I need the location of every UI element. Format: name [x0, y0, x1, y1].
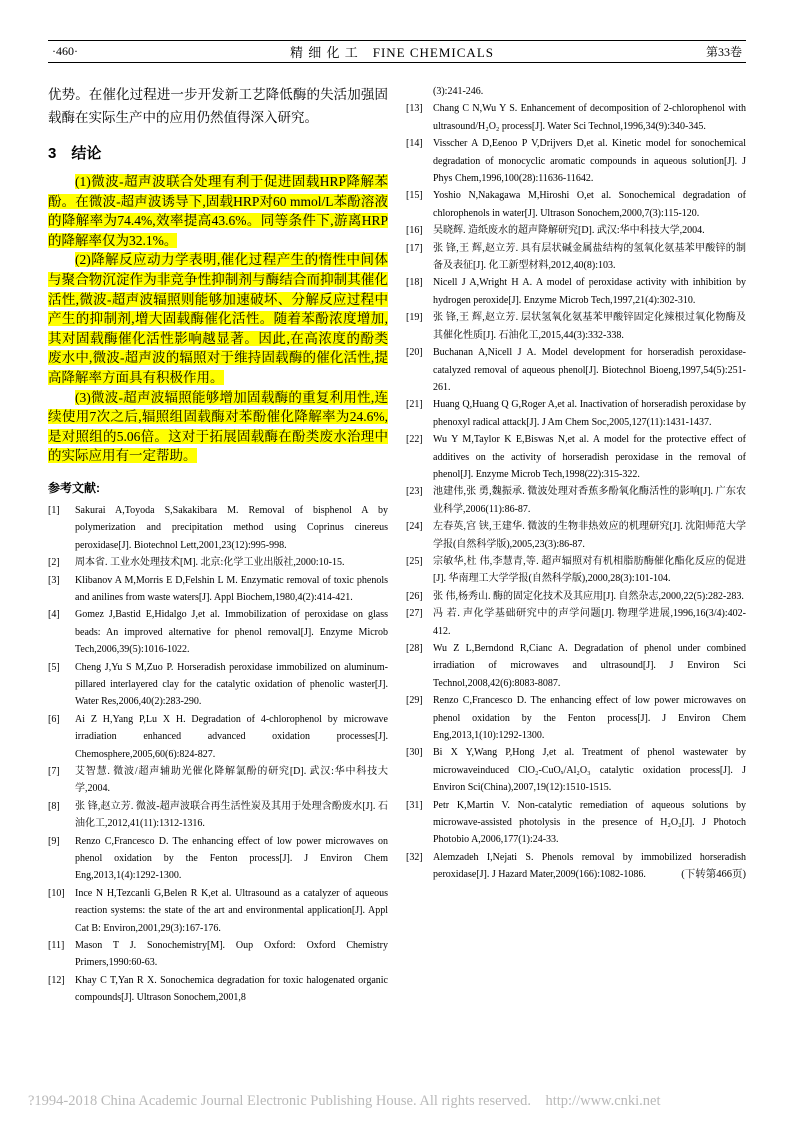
highlighted-text: (3)微波-超声波辐照能够增加固载酶的重复利用性,连续使用7次之后,辐照组固载酶对苯酚催化降解率为24.6%,是对照组的5.06倍。这对于拓展固载酶在酚类废水治理中的实际应用有一定帮助。: [48, 389, 388, 464]
reference-number: [14]: [406, 138, 423, 150]
reference-item: [48, 972, 388, 1007]
reference-number: [15]: [406, 190, 423, 202]
reference-item: [48, 885, 388, 937]
reference-text: Ai Z H,Yang P,Lu X H. Degradation of 4-chlorophenol by microwave irradiation enhanced advanced oxidation processes[J]. Chemosphere,2005,60(6):824-827.: [75, 713, 388, 760]
reference-text: 宗敏华,杜 伟,李慧青,等. 超声辐照对有机相脂肪酶催化酯化反应的促进[J]. 华南理工大学学报(自然科学版),2000,28(3):101-104.: [433, 555, 746, 585]
reference-text: Gomez J,Bastid E,Hidalgo J,et al. Immobilization of peroxidase on glass beads: An improved alternative for phenol removal[J]. Enzyme Microb Tech,2006,39(5):1016-1022.: [75, 609, 388, 656]
reference-item: [406, 640, 746, 692]
conclusion-paragraph: [48, 388, 388, 466]
reference-number: [1]: [48, 504, 60, 516]
reference-item: [48, 798, 388, 833]
reference-item: [48, 606, 388, 658]
reference-text: Sakurai A,Toyoda S,Sakakibara M. Removal of bisphenol A by polymerization and precipitation method using Coprinus cinereus peroxidase[J]. Biotechnol Lett,2001,23(12):995-998.: [75, 504, 388, 551]
right-column: [406, 83, 746, 1007]
reference-text: Wu Y M,Taylor K E,Biswas N,et al. A model for the protective effect of additives on the activity of horseradish peroxidase in the removal of phenol[J]. Enzyme Microb Tech,1998(22):315-322.: [433, 434, 746, 480]
reference-number: [21]: [406, 399, 423, 411]
reference-item: [406, 309, 746, 344]
reference-number: [28]: [406, 643, 423, 654]
section-heading-conclusion: 3 结论: [48, 145, 102, 162]
reference-number: [7]: [48, 766, 60, 777]
volume-label: 第33卷: [705, 45, 742, 59]
reference-number: [30]: [406, 747, 423, 759]
reference-number: [18]: [406, 277, 423, 289]
reference-text: Huang Q,Huang Q G,Roger A,et al. Inactivation of horseradish peroxidase by phenoxyl radical attack[J]. J Am Chem Soc,2005,127(11):1431-1437.: [433, 399, 746, 428]
reference-number: [8]: [48, 800, 60, 812]
reference-text: Ince N H,Tezcanli G,Belen R K,et al. Ultrasound as a catalyzer of aqueous reaction systems: the state of the art and environmental application[J]. Appl Cat B: Environ,2001,29(3):167-176.: [75, 887, 388, 934]
reference-list-right: [406, 100, 746, 883]
reference-text: Visscher A D,Eenoo P V,Drijvers D,et al. Kinetic model for sonochemical degradation of monocyclic aromatic compounds in aqueous solution[J]. J Phys Chem,1996,100(28):11636-11642.: [433, 138, 746, 185]
reference-item: [406, 344, 746, 396]
reference-number: [11]: [48, 940, 65, 952]
reference-item: [48, 659, 388, 711]
reference-number: [17]: [406, 242, 423, 254]
reference-text: 张 伟,杨秀山. 酶的固定化技术及其应用[J]. 自然杂志,2000,22(5):282-283.: [433, 590, 744, 602]
reference-text: Renzo C,Francesco D. The enhancing effect of low power microwaves on phenol oxidation by the Fenton process[J]. J Environ Chem Eng,2013,1(4):1292-1300.: [75, 835, 388, 882]
reference-text: Mason T J. Sonochemistry[M]. Oup Oxford: Oxford Chemistry Primers,1990:60-63.: [75, 940, 388, 969]
conclusion-paragraph: [48, 250, 388, 387]
two-column-body: [48, 83, 746, 1007]
reference-item: [406, 222, 746, 239]
continued-on-page-note: (下转第466页): [681, 869, 746, 881]
reference-item: [48, 572, 388, 607]
reference-text: Alemzadeh I,Nejati S. Phenols removal by immobilized horseradish peroxidase[J]. J Hazard Mater,2009(166):1082-1086.: [433, 851, 746, 881]
reference-text: 艾智慧. 微波/超声辅助光催化降解氯酚的研究[D]. 武汉:华中科技大学,2004.: [75, 766, 388, 795]
intro-paragraph: 优势。在催化过程进一步开发新工艺降低酶的失活加强固载酶在实际生产中的应用仍然值得深入研究。: [48, 87, 388, 125]
reference-text: 张 锋,王 辉,赵立芳. 层状氢氧化氨基苯甲酸锌固定化辣根过氧化物酶及其催化性质[J]. 石油化工,2015,44(3):332-338.: [433, 312, 746, 341]
reference-item: [48, 554, 388, 571]
reference-number: [22]: [406, 434, 423, 446]
reference-number: [20]: [406, 347, 423, 359]
reference-text: Klibanov A M,Morris E D,Felshin L M. Enzymatic removal of toxic phenols and anilines from waste waters[J]. Appl Biochem,1980,4(2):414-421.: [75, 574, 388, 603]
reference-item: [406, 483, 746, 518]
journal-title: 精 细 化 工 FINE CHEMICALS: [289, 45, 494, 60]
reference-text: 左春英,宫 铗,王建华. 微波的生物非热效应的机理研究[J]. 沈阳师范大学学报(自然科学版),2005,23(3):86-87.: [433, 521, 746, 550]
reference-text: Cheng J,Yu S M,Zuo P. Horseradish peroxidase immobilized on aluminum-pillared interlayered clay for the catalytic oxidation of phenolic waster[J]. Water Res,2006,40(2):283-290.: [75, 661, 388, 708]
reference-text: Renzo C,Francesco D. The enhancing effect of low power microwaves on phenol oxidation by the Fenton process[J]. J Environ Chem Eng,2013,1(10):1292-1300.: [433, 695, 746, 742]
reference-number: [9]: [48, 835, 60, 847]
conclusion-list: [48, 172, 388, 466]
reference-item: [406, 553, 746, 588]
reference-number: [2]: [48, 557, 60, 569]
reference-text: Petr K,Martin V. Non-catalytic remediation of aqueous solutions by microwave-assisted photolysis in the presence of H₂O₂[J]. J Photoch Photobio A,2006,177(1):24-33.: [433, 799, 746, 846]
reference-item: [48, 937, 388, 972]
reference-item: [406, 518, 746, 553]
reference-text: 吴晓辉. 造纸废水的超声降解研究[D]. 武汉:华中科技大学,2004.: [433, 225, 705, 237]
reference-item: [48, 502, 388, 554]
left-column: [48, 83, 388, 1007]
reference-text: Khay C T,Yan R X. Sonochemica degradation for toxic halogenated organic compounds[J]. Ultrason Sonochem,2001,8: [75, 974, 388, 1004]
reference-text: 冯 若. 声化学基础研究中的声学问题[J]. 物理学进展,1996,16(3/4):402-412.: [433, 608, 746, 637]
reference-text: Nicell J A,Wright H A. A model of peroxidase activity with inhibition by hydrogen peroxide[J]. Enzyme Microb Tech,1997,21(4):302-310.: [433, 277, 746, 306]
page-header: [48, 40, 746, 63]
page-number: ·460·: [52, 44, 78, 58]
reference-text: Buchanan A,Nicell J A. Model development for horseradish peroxidase-catalyzed removal of aqueous phenol[J]. Biotechnol Bioeng,1997,54(5):251-261.: [433, 347, 746, 393]
reference-item: [406, 692, 746, 744]
reference-text: Yoshio N,Nakagawa M,Hiroshi O,et al. Sonochemical degradation of chlorophenols in water[J]. Ultrason Sonochem,2000,7(3):115-120.: [433, 190, 746, 219]
conclusion-paragraph: [48, 172, 388, 250]
reference-number: [6]: [48, 713, 60, 725]
reference-item: [406, 240, 746, 275]
reference-item: [406, 797, 746, 849]
reference-item: [406, 396, 746, 431]
cnki-watermark: ?1994-2018 China Academic Journal Electronic Publishing House. All rights reserved. http://www.cnki.net: [28, 1093, 661, 1109]
reference-number: [27]: [406, 608, 423, 620]
reference-number: [12]: [48, 974, 65, 986]
reference-number: [5]: [48, 661, 60, 673]
reference-item: [406, 187, 746, 222]
reference-text: 周本省. 工业水处理技术[M]. 北京:化学工业出版社,2000:10-15.: [75, 557, 345, 569]
reference-item: [406, 744, 746, 796]
reference-text: Chang C N,Wu Y S. Enhancement of decomposition of 2-chlorophenol with ultrasound/H₂O₂ process[J]. Water Sci Technol,1996,34(9):340-345.: [433, 103, 746, 132]
references-heading: 参考文献:: [48, 480, 100, 495]
reference-continuation-text: (3):241-246.: [433, 86, 484, 97]
highlighted-text: (1)微波-超声波联合处理有利于促进固载HRP降解苯酚。在微波-超声波诱导下,固载HRP对60 mmol/L苯酚溶液的降解率为74.4%,效率提高43.6%。同等条件下,游离HRP的降解率仅为32.1%。: [48, 174, 388, 248]
reference-number: [31]: [406, 799, 423, 811]
reference-number: [24]: [406, 521, 423, 533]
reference-number: [13]: [406, 103, 423, 115]
reference-text: Wu Z L,Berndond R,Cianc A. Degradation of phenol under combined irradiation of microwaves and ultrasound[J]. J Environ Sci Technol,2008,42(6):8083-8087.: [433, 643, 746, 689]
reference-item: [406, 100, 746, 135]
reference-item: [406, 274, 746, 309]
reference-number: [23]: [406, 486, 423, 498]
reference-item: [406, 588, 746, 605]
reference-text: 张 锋,赵立芳. 微波-超声波联合再生活性炭及其用于处理含酚废水[J]. 石油化工,2012,41(11):1312-1316.: [75, 800, 388, 830]
reference-number: [25]: [406, 555, 423, 567]
reference-number: [3]: [48, 574, 60, 586]
reference-text: 池建伟,张 勇,魏振承. 微波处理对香蕉多酚氧化酶活性的影响[J]. 广东农业科学,2006(11):86-87.: [433, 486, 746, 515]
reference-item: [48, 833, 388, 885]
reference-item: [406, 431, 746, 483]
reference-text: 张 锋,王 辉,赵立芳. 具有层状碱金属盐结构的氢氧化氨基苯甲酸锌的制备及表征[J]. 化工新型材料,2012,40(8):103.: [433, 242, 746, 272]
reference-item: [406, 135, 746, 187]
reference-text: Bi X Y,Wang P,Hong J,et al. Treatment of phenol wastewater by microwaveinduced ClO₂-CuOₓ/Al₂O₃ catalytic oxidation process[J]. J Environ Sci(China),2007,19(12):1510-1515.: [433, 747, 746, 794]
reference-item: [48, 711, 388, 763]
highlighted-text: (2)降解反应动力学表明,催化过程产生的惰性中间体与聚合物沉淀作为非竞争性抑制剂与酶结合而抑制其催化活性,微波-超声波辐照则能够加速破坏、分解反应过程中产生的抑制剂,增大固载酶催化活性。随着苯酚浓度增加,其对固载酶催化活性影响越显著。因此,在高浓度的酚类废水中,微波-超声波的辐照对于维持固载酶的催化活性,提高降解率方面具有积极作用。: [48, 252, 388, 385]
reference-number: [32]: [406, 851, 423, 863]
reference-number: [10]: [48, 887, 65, 899]
reference-number: [29]: [406, 695, 423, 707]
reference-list-left: [48, 502, 388, 1007]
reference-number: [4]: [48, 609, 60, 621]
reference-item: [406, 605, 746, 640]
reference-number: [16]: [406, 225, 423, 237]
reference-item: [48, 763, 388, 798]
reference-number: [19]: [406, 312, 423, 324]
reference-number: [26]: [406, 590, 423, 602]
